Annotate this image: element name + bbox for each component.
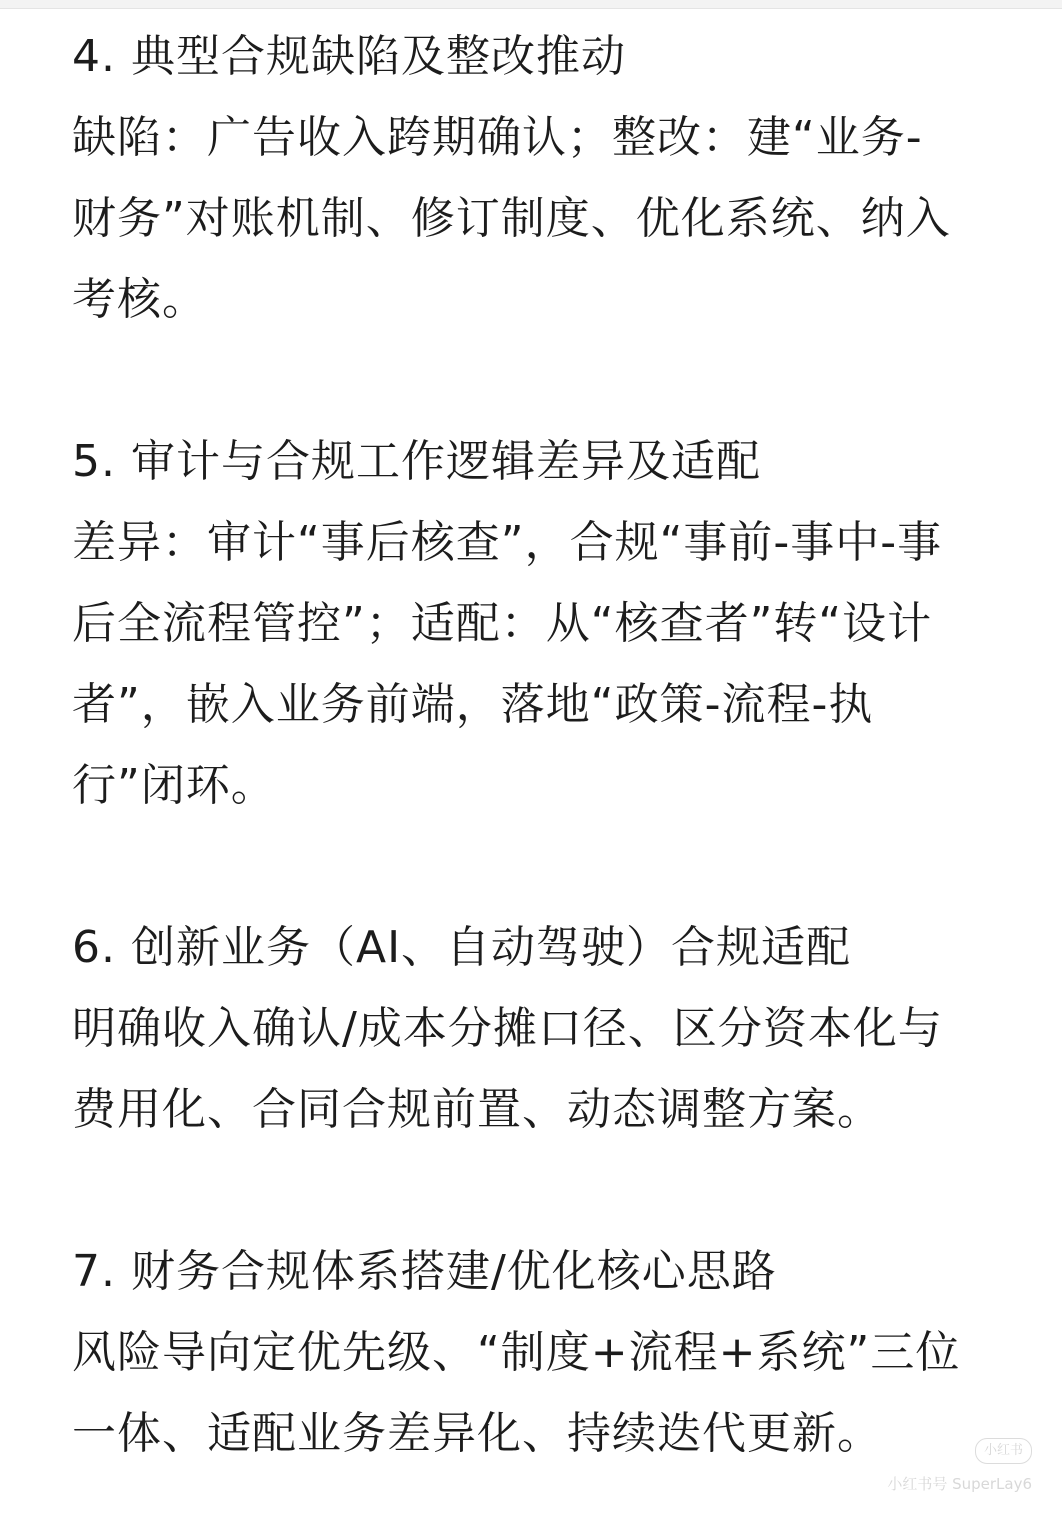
watermark-text: 小红书号 SuperLay6 [887, 1475, 1032, 1493]
section-6-line-2: 费用化、合同合规前置、动态调整方案。 [72, 1084, 882, 1135]
section-4-line-3: 考核。 [72, 274, 207, 325]
section-4-heading: 4. 典型合规缺陷及整改推动 [72, 31, 626, 82]
section-7-heading: 7. 财务合规体系搭建/优化核心思路 [72, 1246, 777, 1297]
section-5-line-1: 差异：审计“事后核查”，合规“事前-事中-事 [72, 517, 943, 568]
section-spacer [72, 1150, 1007, 1231]
section-spacer [72, 340, 1007, 421]
section-6-line-1: 明确收入确认/成本分摊口径、区分资本化与 [72, 1003, 943, 1054]
section-5-heading: 5. 审计与合规工作逻辑差异及适配 [72, 436, 761, 487]
section-4-line-2: 财务”对账机制、修订制度、优化系统、纳入 [72, 193, 951, 244]
section-4 [72, 16, 1007, 340]
section-5-line-2: 后全流程管控”；适配：从“核查者”转“设计 [72, 598, 933, 649]
watermark [887, 1438, 1032, 1494]
section-5 [72, 421, 1007, 826]
section-5-line-3: 者”，嵌入业务前端，落地“政策-流程-执 [72, 679, 874, 730]
top-divider [0, 0, 1062, 9]
section-7-line-2: 一体、适配业务差异化、持续迭代更新。 [72, 1408, 882, 1459]
section-6-heading: 6. 创新业务（AI、自动驾驶）合规适配 [72, 922, 852, 973]
section-spacer [72, 826, 1007, 907]
document-body [72, 16, 1007, 1474]
section-6 [72, 907, 1007, 1150]
section-5-line-4: 行”闭环。 [72, 760, 276, 811]
section-4-line-1: 缺陷：广告收入跨期确认；整改：建“业务- [72, 112, 923, 163]
section-7 [72, 1231, 1007, 1474]
section-7-line-1: 风险导向定优先级、“制度+流程+系统”三位 [72, 1327, 961, 1378]
watermark-logo: 小红书 [975, 1438, 1032, 1464]
